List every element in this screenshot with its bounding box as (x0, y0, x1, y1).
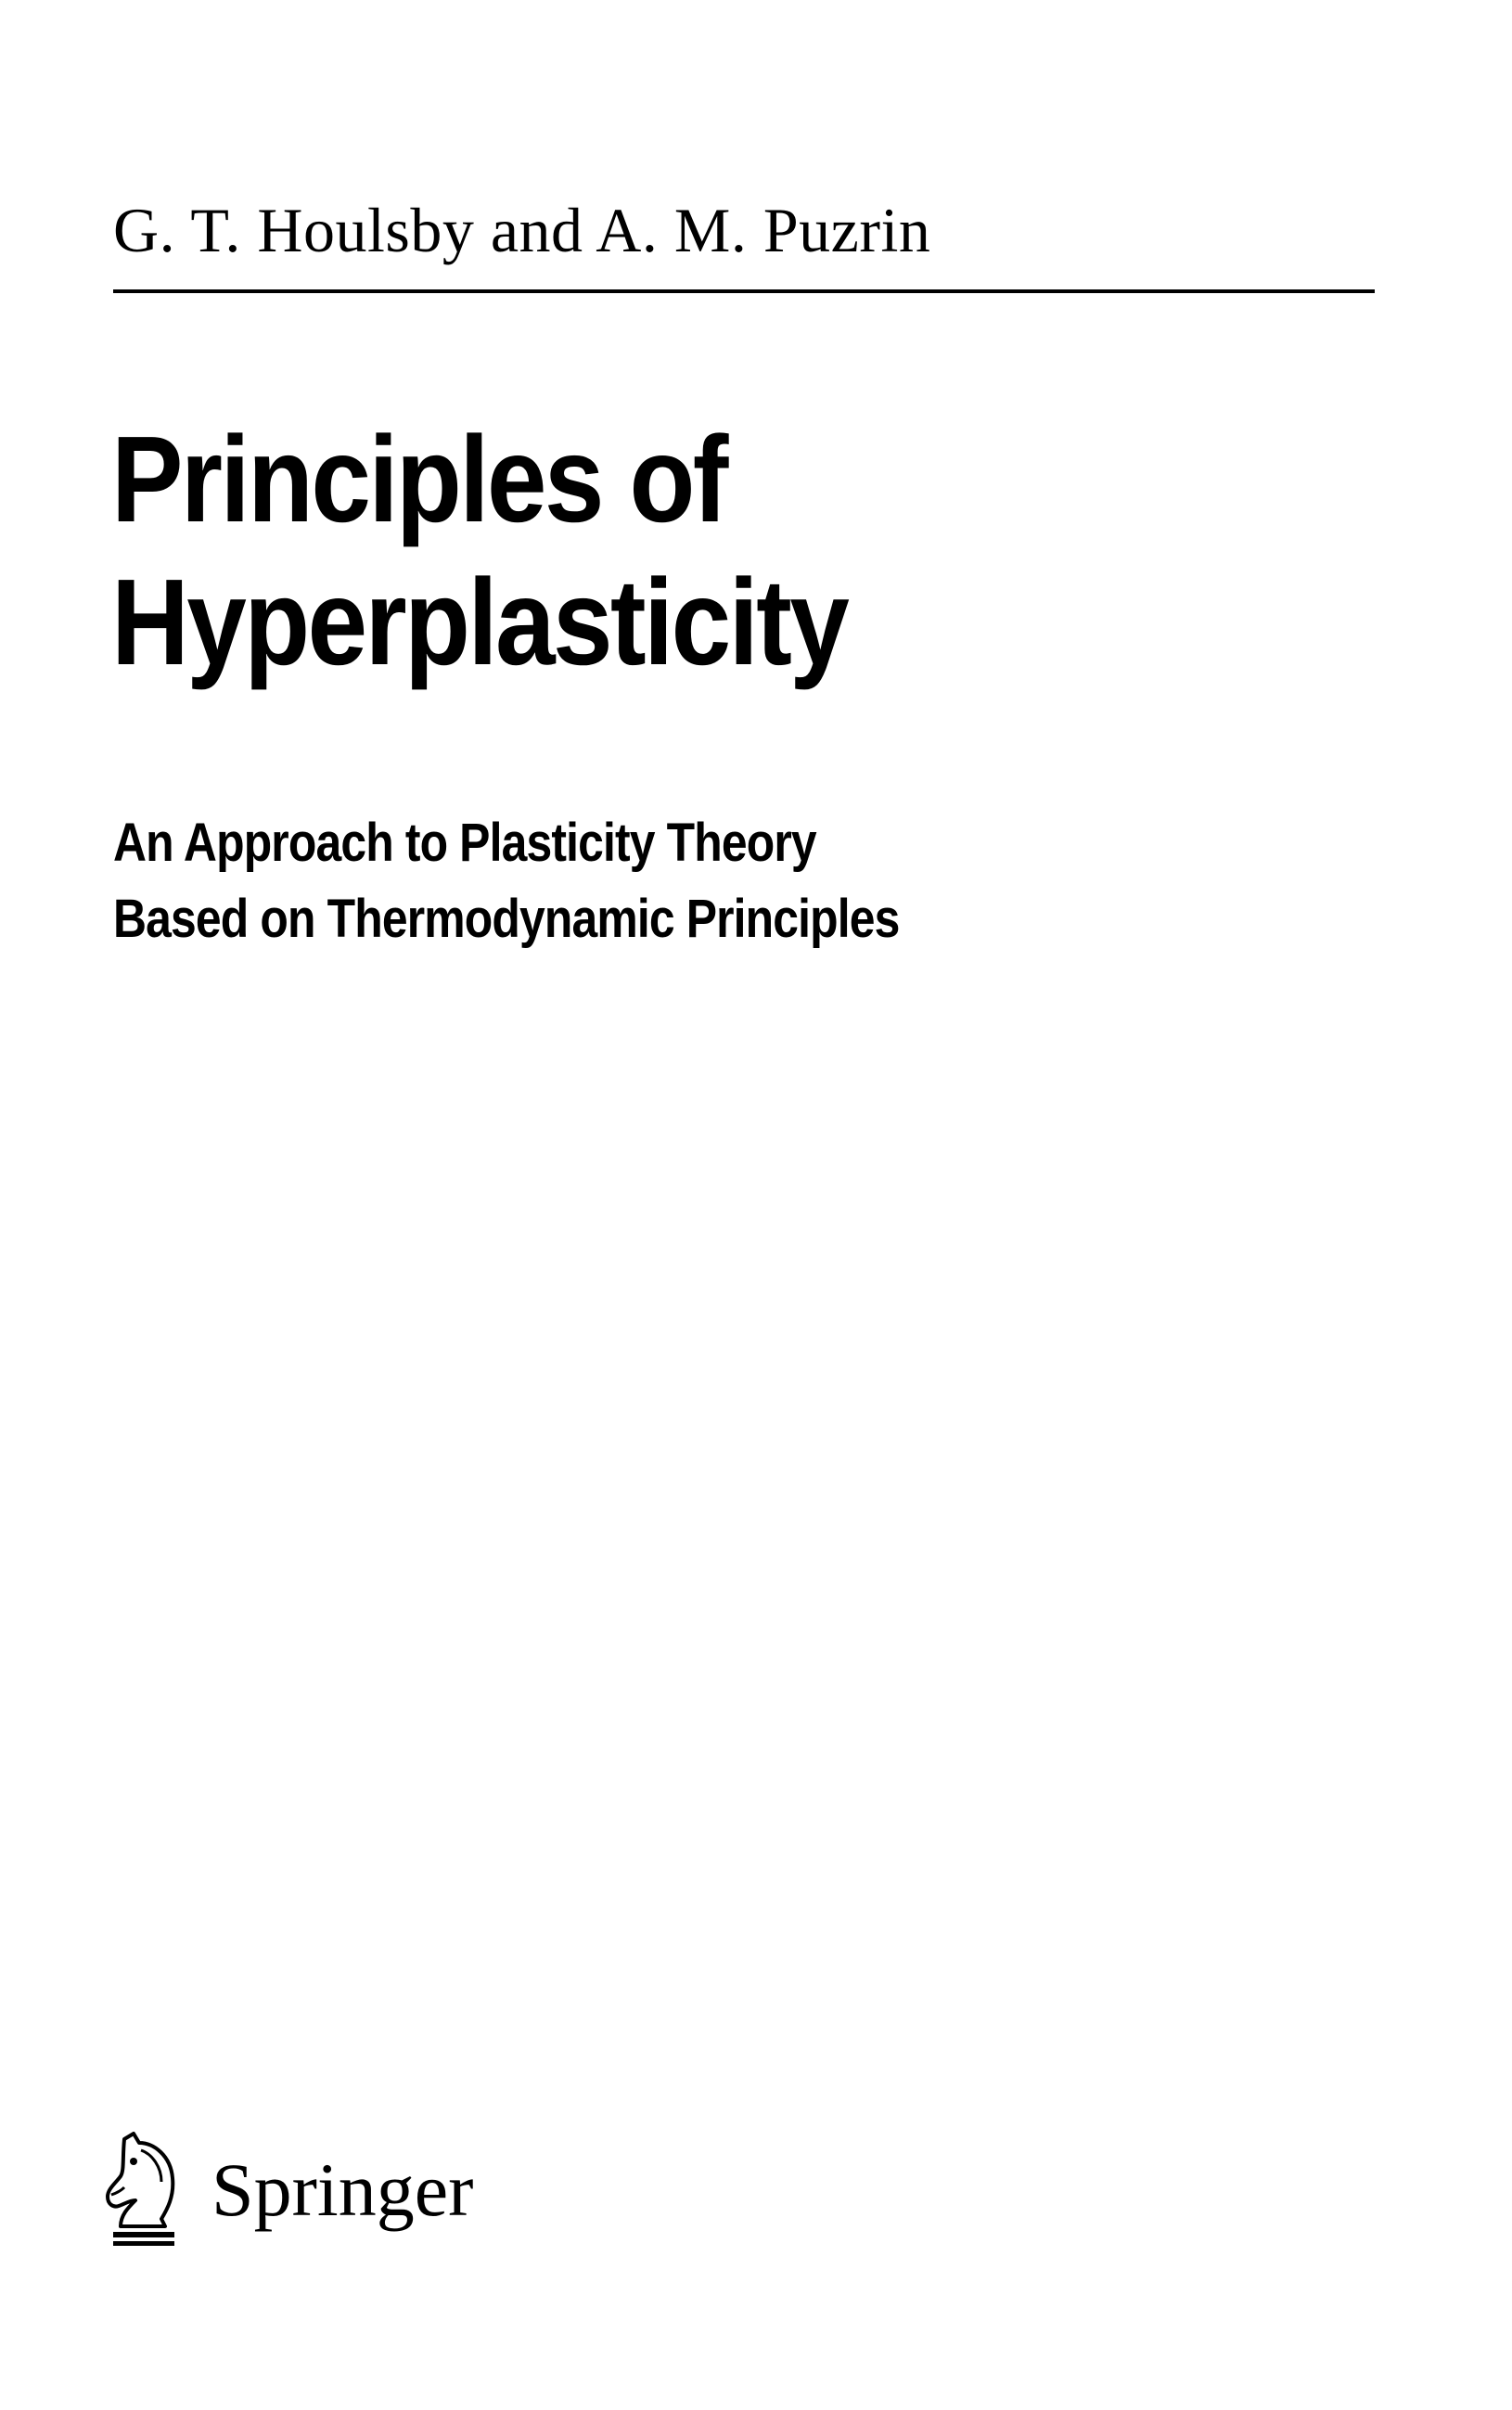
header-rule (113, 289, 1375, 293)
publisher-imprint (96, 2130, 579, 2260)
book-subtitle-line-2: Based on Thermodynamic Principles (113, 889, 900, 949)
book-title (111, 408, 847, 694)
book-title-line-2: Hyperplasticity (111, 554, 848, 690)
book-title-line-1: Principles of (111, 411, 726, 547)
book-subtitle-line-1: An Approach to Plasticity Theory (113, 813, 816, 873)
springer-horse-icon (96, 2130, 189, 2250)
book-subtitle (113, 805, 900, 957)
authors: G. T. Houlsby and A. M. Puzrin (113, 195, 931, 265)
publisher-name: Springer (211, 2147, 474, 2232)
